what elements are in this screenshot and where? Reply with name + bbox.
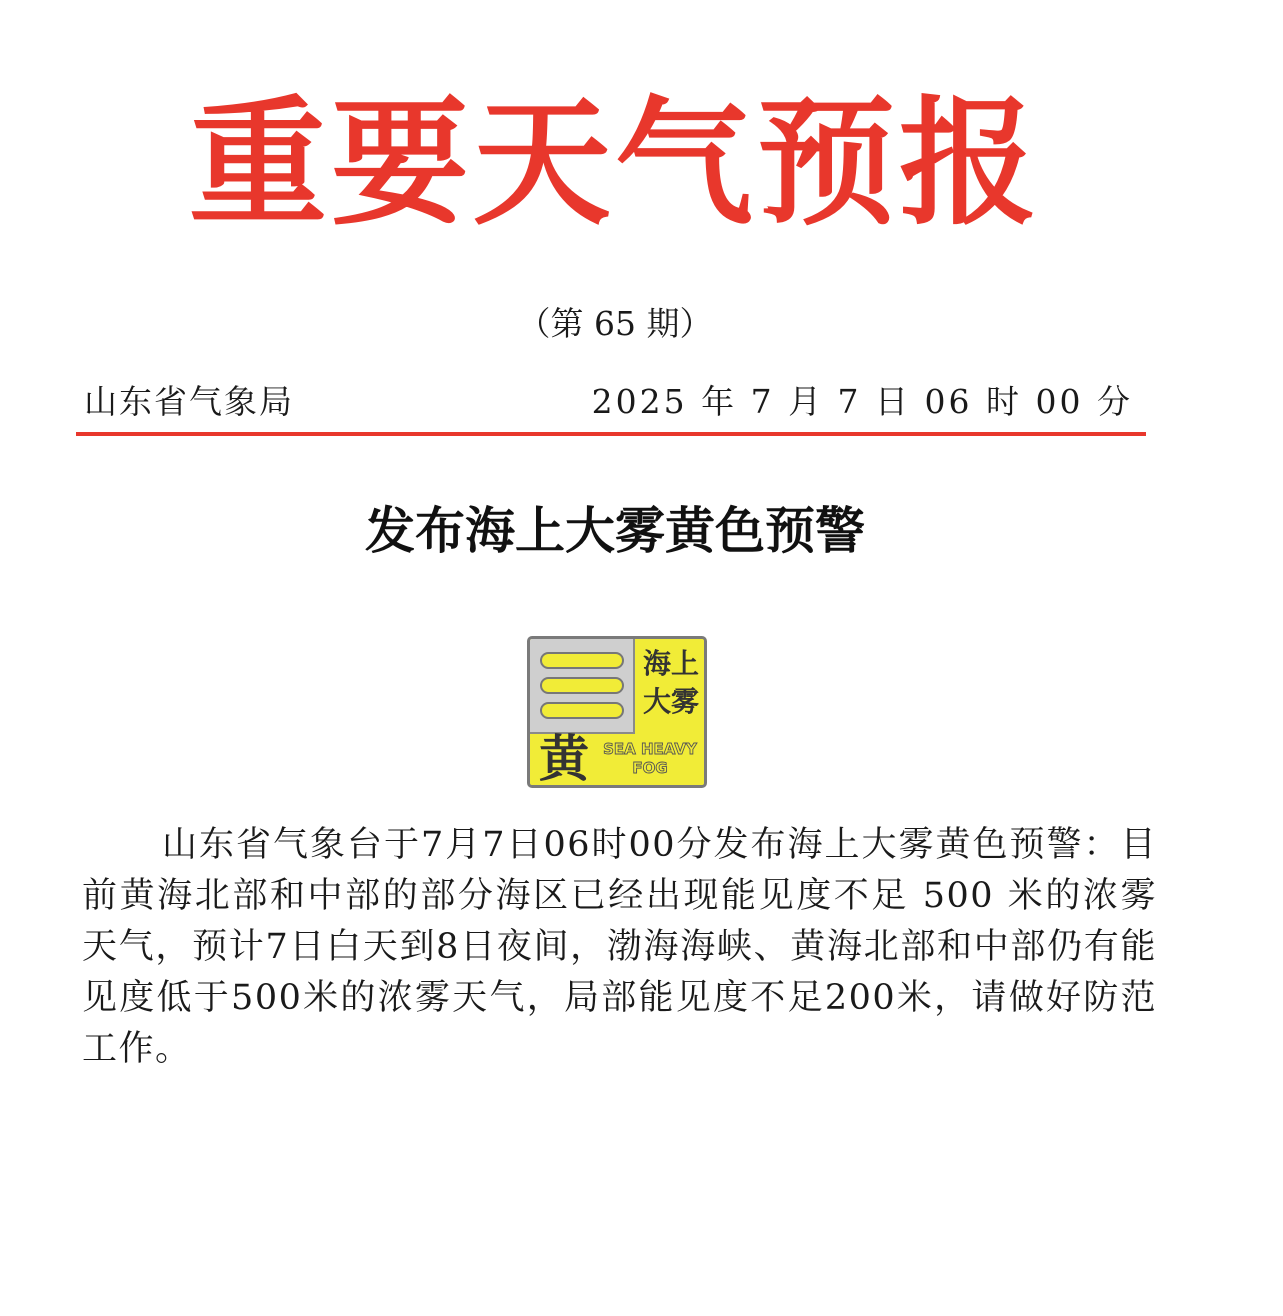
badge-level-char: 黄 (539, 730, 589, 788)
warning-level-panel (530, 639, 635, 734)
warning-body-text: 山东省气象台于7月7日06时00分发布海上大雾黄色预警：目前黄海北部和中部的部分海区已经出现能见度不足 500 米的浓雾天气，预计7日白天到8日夜间，渤海海峡、黄海北部和中部仍有能见度低于500米的浓雾天气，局部能见度不足200米，请做好防范工作。 (82, 825, 1157, 1069)
warning-headline: 发布海上大雾黄色预警 (365, 501, 865, 560)
badge-en-label: SEA HEAVY FOG (603, 740, 697, 777)
masthead-title: 重要天气预报 (188, 81, 1041, 244)
sea-fog-yellow-warning-icon (527, 636, 707, 788)
red-divider (76, 432, 1146, 436)
badge-cn-label: 海上 大雾 (642, 647, 699, 718)
issuing-agency: 山东省气象局 (84, 382, 294, 421)
level-bar-3 (540, 702, 624, 719)
issue-number: （第 65 期） (517, 304, 713, 343)
level-bar-2 (540, 677, 624, 694)
level-bar-1 (540, 652, 624, 669)
issue-datetime: 2025 年 7 月 7 日 06 时 00 分 (591, 382, 1133, 421)
